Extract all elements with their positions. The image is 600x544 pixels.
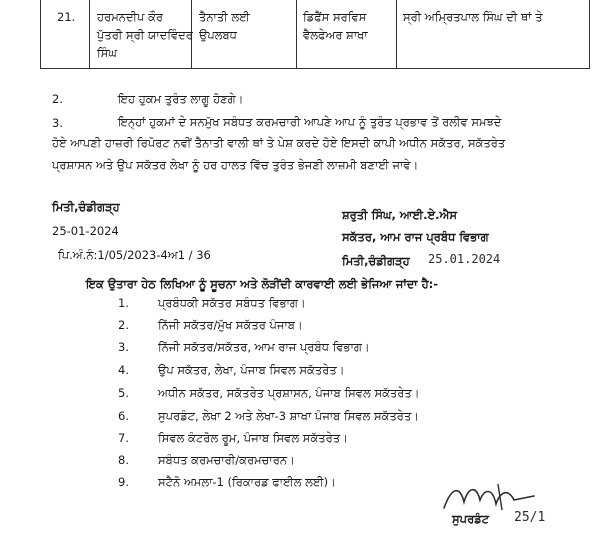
serial-number: 21. [57, 10, 76, 24]
employee-name-line2: ਪੁੱਤਰੀ ਸ੍ਰੀ ਯਾਦਵਿੰਦਰ [97, 28, 193, 42]
paragraph-3-line3: ਪ੍ਰਸ਼ਾਸਨ ਅਤੇ ਉਪ ਸਕੱਤਰ ਲੇਖਾ ਨੂੰ ਹਰ ਹਾਲਤ ਵਿੱਚ ਤੁਰੰਤ ਭੇਜਣੀ ਲਾਜ਼ਮੀ ਬਣਾਈ ਜਾਵੇ। [52, 158, 419, 172]
officer-name: ਸ਼ਰੁਤੀ ਸਿੰਘ, ਆਈ.ਏ.ਐਸ [342, 208, 457, 222]
paragraph-3-line2: ਹੋਏ ਆਪਣੀ ਹਾਜ਼ਰੀ ਰਿਪੋਰਟ ਨਵੀਂ ਤੈਨਾਤੀ ਵਾਲੀ ਥਾਂ ਤੇ ਪੇਸ਼ ਕਰਦੇ ਹੋਏ ਇਸਦੀ ਕਾਪੀ ਅਧੀਨ ਸਕੱਤਰ, ਸਕੱਤਰੇਤ [52, 136, 506, 150]
place-label: ਮਿਤੀ,ਚੰਡੀਗੜ੍ਹ [52, 200, 120, 214]
copy-forward-intro: ਇਕ ਉਤਾਰਾ ਹੇਠ ਲਿਖਿਆ ਨੂੰ ਸੂਚਨਾ ਅਤੇ ਲੋੜੀਂਦੀ ਕਾਰਵਾਈ ਲਈ ਭੇਜਿਆ ਜਾਂਦਾ ਹੈ:- [86, 277, 439, 291]
endorsement-place: ਮਿਤੀ,ਚੰਡੀਗੜ੍ਹ [342, 254, 410, 268]
paragraph-2-number: 2. [52, 92, 63, 106]
paragraph-3-number: 3. [52, 116, 63, 130]
officer-designation: ਸਕੱਤਰ, ਆਮ ਰਾਜ ਪ੍ਰਬੰਧ ਵਿਭਾਗ [342, 230, 489, 244]
endorsement-date: 25.01.2024 [428, 252, 501, 266]
column-divider [296, 0, 297, 68]
paragraph-2-text: ਇਹ ਹੁਕਮ ਤੁਰੰਤ ਲਾਗੂ ਹੋਣਗੇ। [118, 92, 244, 106]
endorsement-number: ਪਿ.ਅੰ.ਨੰ:1/05/2023-4ਅ1 / 36 [58, 248, 211, 262]
column-divider [89, 0, 90, 68]
order-date: 25-01-2024 [52, 224, 119, 238]
branch-line1: ਡਿਫੈਂਸ ਸਰਵਿਸ [303, 10, 367, 24]
posting-line2: ਉਪਲਬਧ [199, 28, 237, 42]
employee-name-line3: ਸਿੰਘ [97, 46, 117, 60]
paragraph-3-line1: ਇਨ੍ਹਾਂ ਹੁਕਮਾਂ ਦੇ ਸਨਮੁੱਖ ਸਬੰਧਤ ਕਰਮਚਾਰੀ ਆਪਣੇ ਆਪ ਨੂੰ ਤੁਰੰਤ ਪ੍ਰਭਾਵ ਤੋਂ ਰਲੀਵ ਸਮਝਦੇ [118, 115, 502, 129]
staff-table-row [40, 0, 590, 69]
posting-line1: ਤੈਨਾਤੀ ਲਈ [199, 10, 250, 24]
signatory-designation: ਸੁਪਰਡੰਟ [452, 512, 490, 526]
branch-line2: ਵੈਲਫੇਅਰ ਸ਼ਾਖਾ [303, 28, 368, 42]
employee-name-line1: ਹਰਮਨਦੀਪ ਕੌਰ [97, 10, 164, 24]
signature-date: 25/1 [514, 510, 546, 525]
remark: ਸ੍ਰੀ ਅਮ੍ਰਿਤਪਾਲ ਸਿੰਘ ਦੀ ਥਾਂ ਤੇ [403, 10, 543, 24]
column-divider [396, 0, 397, 68]
